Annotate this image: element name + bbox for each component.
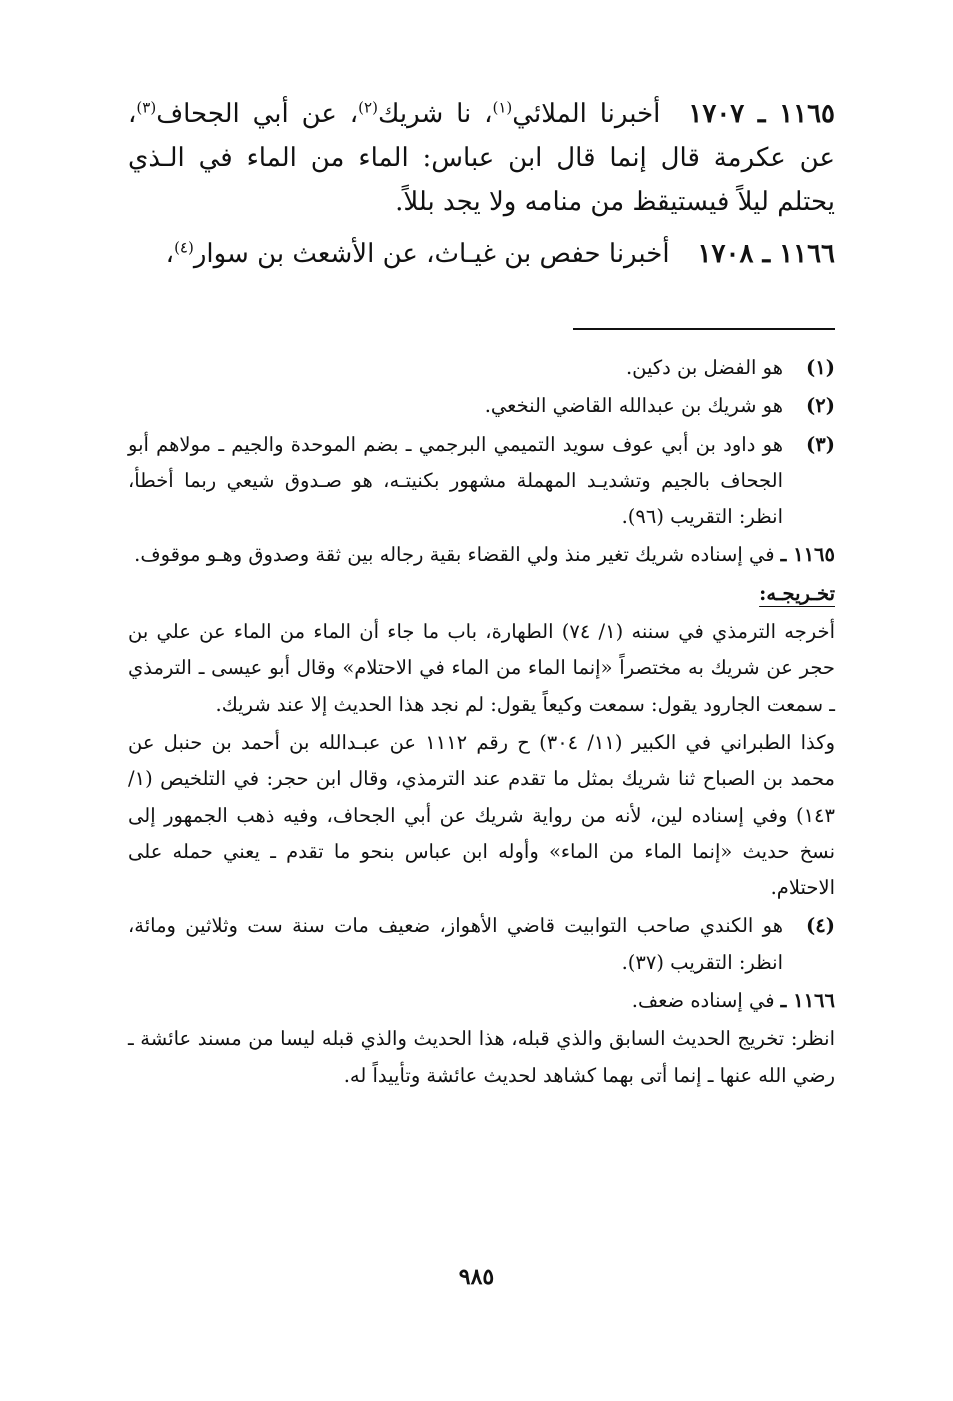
hadith-1165 [128,92,835,224]
footnote-text: هو الفضل بن دكين. [625,356,783,379]
footnote-3 [128,427,835,536]
footnote-label: (٣) [806,432,835,456]
footnote-1 [128,350,835,386]
hadith-text [128,92,835,276]
footnote-text: هو شريك بن عبدالله القاضي النخعي. [484,394,783,418]
footnote-ref[interactable]: (٤) [174,238,194,257]
takhrij-paragraph: أخرجه الترمذي في سننه (١/ ٧٤) الطهارة، باب ما جاء أن الماء من الماء عن علي بن حجر عن شريك به مختصراً «إنما الماء من الماء في الاحتلام» وقال أبو عيسى ـ الترمذي ـ سمعت الجارود يقول: سمعت وكيعاً يقول: لم نجد هذا الحديث إلا عند شريك. [128,620,835,716]
page-number: ٩٨٥ [458,1264,495,1290]
commentary-1165 [128,537,835,573]
commentary-label: ١١٦٦ ـ [780,989,835,1013]
hadith-text-part: ، نا شريك [377,99,493,129]
footnote-ref[interactable]: (٢) [358,98,378,117]
takhrij-heading: تخـريجـه: [759,581,835,605]
footnote-separator [573,328,835,330]
commentary-label: ١١٦٥ ـ [780,543,835,567]
hadith-number: ١١٦٥ ـ ١٧٠٧ [688,99,836,129]
footnote-4 [128,908,835,981]
commentary-text: في إسناده ضعف. [631,989,775,1013]
footnote-2 [128,388,835,424]
footnote-text: هو الكندي صاحب التوابيت قاضي الأهواز، ضعيف مات سنة ست وثلاثين ومائة، انظر: التقريب (٣٧). [128,914,783,974]
takhrij-section [128,576,835,612]
footnote-ref[interactable]: (١) [492,98,513,117]
hadith-text-part: أخبرنا الملائي [512,99,661,129]
hadith-text-part: ، عن عكرمة قال إنما قال ابن عباس: الماء من الماء في الـذي يحتلم ليلاً فيستيقظ من منامه ولا يجد بللاً. [128,99,835,217]
footnote-label: (٤) [806,914,835,938]
commentary-paragraph: انظر: تخريج الحديث السابق والذي قبله، هذا الحديث والذي قبله ليسا من مسند عائشة ـ رضي الله عنها ـ إنما أتى بهما كشاهد لحديث عائشة وتأييداً له. [128,1027,835,1087]
hadith-1166 [128,232,835,276]
takhrij-paragraph: وكذا الطبراني في الكبير (١١/ ٣٠٤) ح رقم ١١١٢ عن عبـدالله بن أحمد بن حنبل عن محمد بن الصباح ثنا شريك بمثل ما تقدم عند الترمذي، وقال ابن حجر: في التلخيص (١/ ١٤٣) وفي إسناده لين، لأنه من رواية شريك عن أبي الجحاف، وفيه ذهب الجمهور إلى نسخ حديث «إنما الماء من الماء» وأوله ابن عباس بنحو ما تقدم ـ يعني حمله على الاحتلام. [128,730,835,900]
commentary-text: في إسناده شريك تغير منذ ولي القضاء بقية رجاله بين ثقة وصدوق وهـو موقوف. [134,543,775,567]
hadith-text-part: ، [165,239,175,269]
hadith-text-part: ، عن أبي الجحاف [156,99,359,129]
footnote-text: هو داود بن أبي عوف سويد التميمي البرجمي ـ بضم الموحدة والجيم ـ مولاهم أبو الجحاف بالجيم وتشديـد المهملة مشهور بكنيتـه، هو صـدوق شيعي ربما أخطأ، انظر: التقريب (٩٦). [128,432,783,529]
footnote-ref[interactable]: (٣) [136,98,157,117]
hadith-number: ١١٦٦ ـ ١٧٠٨ [697,239,835,269]
footnotes [128,350,835,1096]
footnote-label: (١) [806,356,835,379]
commentary-1166 [128,983,835,1019]
footnote-label: (٢) [806,394,835,418]
hadith-text-part: أخبرنا حفص بن غيـاث، عن الأشعث بن سوار [193,239,670,269]
